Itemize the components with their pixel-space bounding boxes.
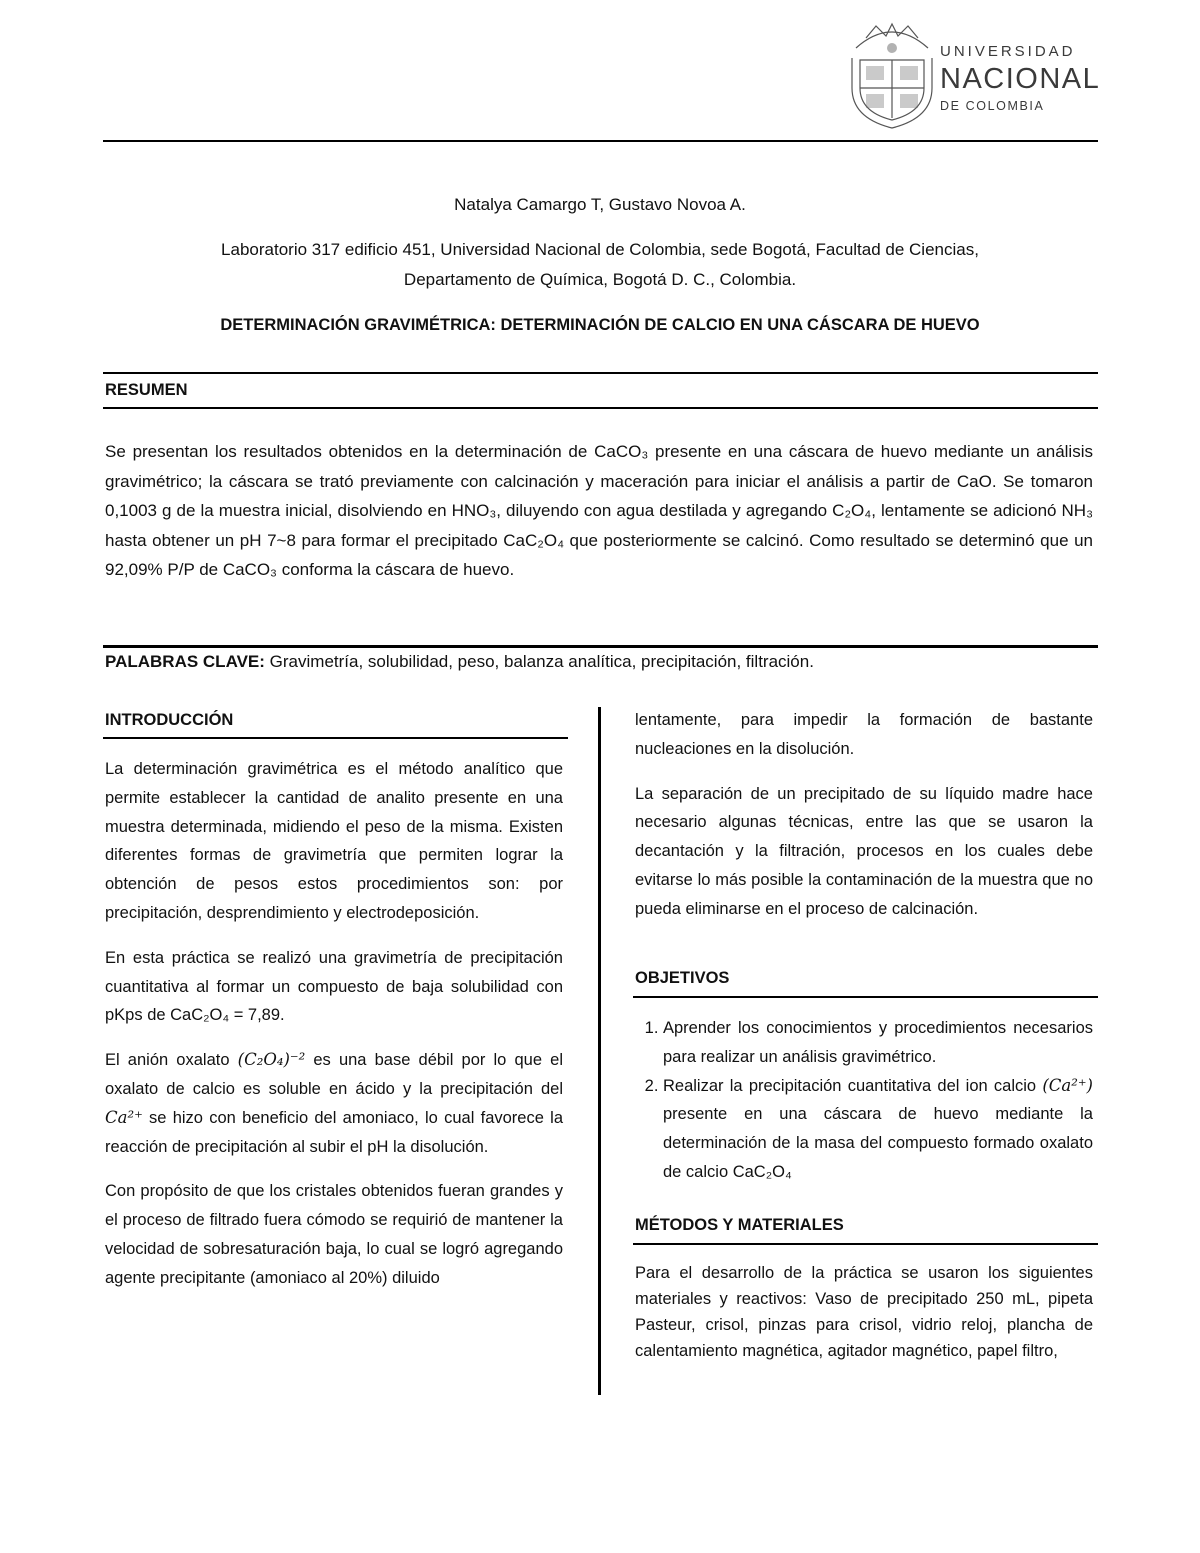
objetivo-2-text-a: Realizar la precipitación cuantitativa del ion calcio bbox=[663, 1076, 1043, 1095]
calcium-ion-formula: Ca²⁺ bbox=[105, 1107, 143, 1127]
introduccion-rule bbox=[103, 737, 568, 739]
calcium-ion-formula-2: (Ca²⁺) bbox=[1042, 1075, 1093, 1095]
intro-p3-text-b: es una base débil por lo que el oxalato de calcio es soluble en ácido y la precipitación del bbox=[105, 1051, 563, 1098]
paper-title: DETERMINACIÓN GRAVIMÉTRICA: DETERMINACIÓN DE CALCIO EN UNA CÁSCARA DE HUEVO bbox=[220, 316, 980, 334]
keywords-text: Gravimetría, solubilidad, peso, balanza analítica, precipitación, filtración. bbox=[264, 652, 814, 671]
objetivo-item-1: 1. Aprender los conocimientos y procedimientos necesarios para realizar un análisis gravimétrico. bbox=[663, 1014, 1093, 1072]
objetivos-heading: OBJETIVOS bbox=[635, 969, 730, 987]
university-seal-logo bbox=[846, 18, 938, 130]
authors: Natalya Camargo T, Gustavo Novoa A. bbox=[454, 195, 746, 214]
objetivos-rule bbox=[633, 996, 1098, 998]
university-seal-icon bbox=[846, 18, 938, 130]
objetivo-2-text-b: presente en una cáscara de huevo mediante la determinación de la masa del compuesto formado oxalato de calcio CaC₂O₄ bbox=[663, 1105, 1093, 1181]
objetivos-list bbox=[635, 1014, 1093, 1187]
intro-paragraph-3 bbox=[105, 1046, 563, 1161]
right-paragraph-2: La separación de un precipitado de su líquido madre hace necesario algunas técnicas, entre las que se usaron la decantación y la filtración, procesos en los cuales debe evitarse lo más posible la contaminación de la muestra que no pueda eliminarse en el proceso de calcinación. bbox=[635, 784, 1093, 918]
metodos-heading: MÉTODOS Y MATERIALES bbox=[635, 1216, 844, 1234]
column-divider bbox=[598, 707, 601, 1395]
header-divider bbox=[103, 140, 1098, 142]
resumen-heading: RESUMEN bbox=[105, 381, 188, 399]
affiliation-line-1: Laboratorio 317 edificio 451, Universidad Nacional de Colombia, sede Bogotá, Facultad de Ciencias, bbox=[221, 240, 979, 259]
wordmark-line-1: UNIVERSIDAD bbox=[940, 43, 1076, 60]
intro-paragraph-1: La determinación gravimétrica es el método analítico que permite establecer la cantidad de analito presente en una muestra determinada, midiendo el peso de la misma. Existen diferentes formas de gravimetría que permiten lograr la obtención de pesos estos procedimientos son: por precipitación, desprendimiento y electrodeposición. bbox=[105, 760, 563, 922]
resumen-text: Se presentan los resultados obtenidos en la determinación de CaCO₃ presente en una cáscara de huevo mediante un análisis gravimétrico; la cáscara se trató previamente con calcinación y maceración para iniciar el análisis a partir de CaO. Se tomaron 0,1003 g de la muestra inicial, disolviendo en HNO₃, diluyendo con agua destilada y agregando C₂O₄, lentamente se adicionó NH₃ hasta obtener un pH 7~8 para formar el precipitado CaC₂O₄ que posteriormente se calcinó. Como resultado se determinó que un 92,09% P/P de CaCO₃ conforma la cáscara de huevo. bbox=[105, 442, 1093, 579]
left-column bbox=[105, 755, 563, 1309]
affiliation-line-2: Departamento de Química, Bogotá D. C., Colombia. bbox=[403, 270, 797, 289]
metodos-rule bbox=[633, 1243, 1098, 1245]
right-column bbox=[635, 706, 1093, 940]
wordmark-line-2: NACIONAL bbox=[940, 63, 1101, 95]
resumen-bottom-rule bbox=[103, 407, 1098, 409]
wordmark-line-3: DE COLOMBIA bbox=[940, 99, 1045, 113]
metodos-text: Para el desarrollo de la práctica se usaron los siguientes materiales y reactivos: Vaso de precipitado 250 mL, pipeta Pasteur, crisol, pinzas para crisol, vidrio reloj, plancha de calentamiento magnética, agitador magnético, papel filtro, bbox=[635, 1264, 1093, 1360]
keywords-rule bbox=[103, 645, 1098, 648]
keywords-label: PALABRAS CLAVE: bbox=[105, 652, 265, 671]
oxalate-formula: (C₂O₄)⁻² bbox=[237, 1050, 306, 1070]
intro-paragraph-2: En esta práctica se realizó una gravimetría de precipitación cuantitativa al formar un compuesto de baja solubilidad con pKps de CaC₂O₄ = 7,89. bbox=[105, 948, 563, 1025]
university-wordmark bbox=[940, 44, 1100, 113]
resumen-top-rule bbox=[103, 372, 1098, 374]
right-paragraph-1: lentamente, para impedir la formación de bastante nucleaciones en la disolución. bbox=[635, 711, 1093, 758]
objetivo-item-2 bbox=[663, 1072, 1093, 1187]
intro-p3-text-c: se hizo con beneficio del amoniaco, lo cual favorece la reacción de precipitación al subir el pH la disolución. bbox=[105, 1108, 563, 1156]
keywords bbox=[105, 652, 814, 672]
intro-p3-text-a: El anión oxalato bbox=[105, 1051, 238, 1070]
introduccion-heading: INTRODUCCIÓN bbox=[105, 711, 234, 729]
intro-paragraph-4: Con propósito de que los cristales obtenidos fueran grandes y el proceso de filtrado fuera cómodo se requirió de mantener la velocidad de sobresaturación baja, lo cual se logró agregando agente precipitante (amoniaco al 20%) diluido bbox=[105, 1182, 563, 1287]
